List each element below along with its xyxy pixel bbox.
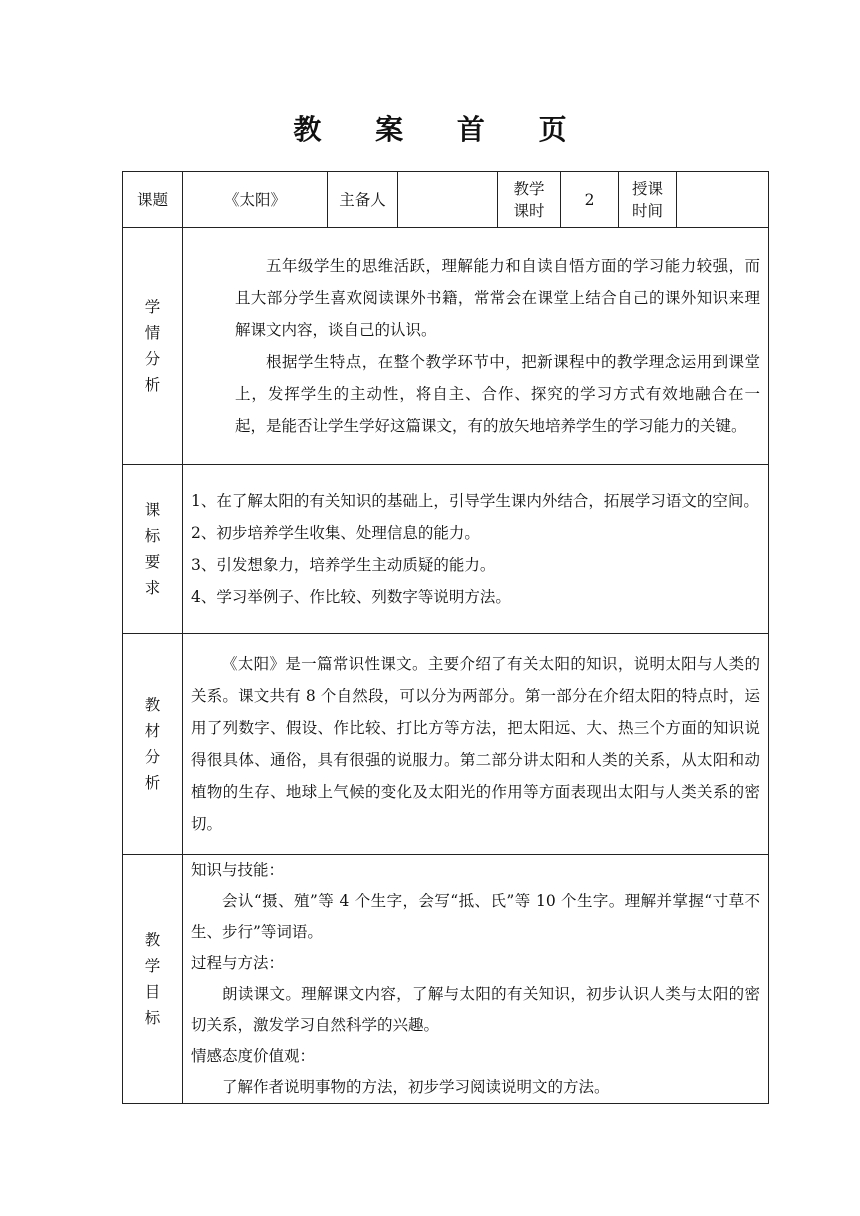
- hours-label-line-2: 课时: [513, 201, 545, 220]
- topic-label: 课题: [123, 172, 183, 228]
- time-label-line-1: 授课: [631, 179, 663, 198]
- curriculum-standard-row: [123, 465, 769, 634]
- student-paragraph-1: 五年级学生的思维活跃，理解能力和自读自悟方面的学习能力较强，而且大部分学生喜欢阅读课外书籍，常常会在课堂上结合自己的课外知识来理解课文内容，谈自己的认识。: [235, 257, 760, 339]
- student-analysis-row: [123, 228, 769, 465]
- material-paragraph: 《太阳》是一篇常识性课文。主要介绍了有关太阳的知识，说明太阳与人类的关系。课文共有 8 个自然段，可以分为两部分。第一部分在介绍太阳的特点时，运用了列数字、假设、作比较、打比方等方法，把太阳远、大、热三个方面的知识说得很具体、通俗，具有很强的说服力。第二部分讲太阳和人类的关系，从太阳和动植物的生存、地球上气候的变化及太阳光的作用等方面表现出太阳与人类关系的密切。: [191, 655, 760, 833]
- material-analysis-label: 教 材 分 析: [123, 634, 183, 855]
- attitude-heading: 情感态度价值观：: [191, 1047, 316, 1065]
- attitude-text: 了解作者说明事物的方法，初步学习阅读说明文的方法。: [222, 1078, 610, 1096]
- standard-item-4: 4、学习举例子、作比较、列数字等说明方法。: [191, 588, 511, 606]
- material-analysis-row: [123, 634, 769, 855]
- lesson-plan-table: [122, 171, 769, 1104]
- standard-item-2: 2、初步培养学生收集、处理信息的能力。: [191, 524, 480, 542]
- teaching-goals-label: 教 学 目 标: [123, 855, 183, 1104]
- standard-item-3: 3、引发想象力，培养学生主动质疑的能力。: [191, 556, 496, 574]
- knowledge-heading: 知识与技能：: [191, 861, 285, 879]
- standard-item-1: 1、在了解太阳的有关知识的基础上，引导学生课内外结合，拓展学习语文的空间。: [191, 492, 759, 510]
- student-paragraph-2: 根据学生特点，在整个教学环节中，把新课程中的教学理念运用到课堂上，发挥学生的主动性，将自主、合作、探究的学习方式有效地融合在一起，是能否让学生学好这篇课文，有的放矢地培养学生的学习能力的关键。: [235, 353, 760, 435]
- header-row: [123, 172, 769, 228]
- student-analysis-label: 学 情 分 析: [123, 228, 183, 465]
- lead-label: 主备人: [328, 172, 398, 228]
- teaching-goals-row: [123, 855, 769, 1104]
- time-label-line-2: 时间: [631, 201, 663, 220]
- process-text: 朗读课文。理解课文内容，了解与太阳的有关知识，初步认识人类与太阳的密切关系，激发学习自然科学的兴趣。: [191, 985, 760, 1034]
- topic-value: 《太阳》: [183, 172, 328, 228]
- process-heading: 过程与方法：: [191, 954, 285, 972]
- student-analysis-content: [183, 228, 769, 465]
- document-title: 教 案 首 页: [293, 113, 589, 146]
- hours-label-line-1: 教学: [513, 179, 545, 198]
- hours-value: 2: [561, 172, 619, 228]
- knowledge-text: 会认“摄、殖”等 4 个生字，会写“抵、氏”等 10 个生字。理解并掌握“寸草不生、步行”等词语。: [191, 892, 760, 941]
- hours-label: [498, 172, 561, 228]
- lead-value: [398, 172, 498, 228]
- curriculum-standard-content: [183, 465, 769, 634]
- teaching-goals-content: [183, 855, 769, 1104]
- time-label: [619, 172, 677, 228]
- time-value: [677, 172, 769, 228]
- curriculum-standard-label: 课 标 要 求: [123, 465, 183, 634]
- material-analysis-content: [183, 634, 769, 855]
